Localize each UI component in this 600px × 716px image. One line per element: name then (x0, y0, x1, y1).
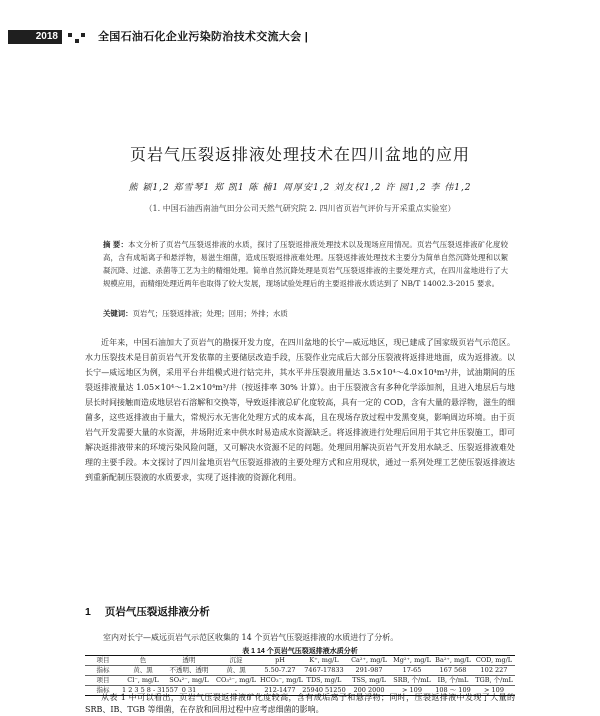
table-cell: 291-987 (347, 666, 391, 676)
table-cell: TSS, mg/L (347, 676, 391, 686)
table-cell: TGB, 个/mL (473, 676, 515, 686)
keywords-label: 关键词： (103, 309, 133, 318)
table-cell: 5.50-7.27 (259, 666, 301, 676)
bullet-square-icon (81, 33, 85, 37)
table-cell: SRB, 个/mL (391, 676, 433, 686)
table-row (85, 676, 515, 686)
table-caption: 表 1 14 个页岩气压裂返排液水质分析 (242, 648, 358, 655)
water-quality-table (85, 655, 515, 696)
table-cell: Mg²⁺, mg/L (391, 656, 433, 666)
table-cell: K⁺, mg/L (301, 656, 347, 666)
table-cell: 212-1477 (259, 686, 301, 696)
keywords-text: 页岩气；压裂返排液；处理；回用；外排；水质 (132, 309, 288, 318)
table-cell: 25940 51250 (302, 686, 346, 694)
table-cell: SO₄²⁻, mg/L (165, 676, 213, 686)
paper-affiliation: （1. 中国石油西南油气田分公司天然气研究院 2. 四川省页岩气评价与开采重点实验室） (144, 204, 456, 213)
table-cell: Ca²⁺, mg/L (347, 656, 391, 666)
table-cell: 1 2 3 5 8 - 31557 (122, 686, 178, 694)
table-cell: 色 (121, 656, 165, 666)
table-cell: pH (259, 656, 301, 666)
table-cell: 17-65 (391, 666, 433, 676)
bullet-square-icon (75, 39, 79, 43)
bullet-square-icon (68, 33, 72, 37)
table-cell: - (213, 686, 259, 696)
abstract (103, 238, 508, 290)
after-table-paragraph: 从表 1 中可以看出，页岩气压裂返排液矿化度较高，含有成垢离子和悬浮物；同时，压裂返排液中发现了大量的 SRB、IB、TGB 等细菌，在存放和回用过程中应考虑细菌的影响。 (85, 693, 515, 714)
table-cell: 指标 (85, 666, 121, 676)
table-cell: HCO₃⁻, mg/L (260, 676, 303, 684)
section-intro: 室内对长宁—威远页岩气示范区收集的 14 个页岩气压裂返排液的水质进行了分析。 (103, 633, 399, 642)
intro-paragraph: 近年来，中国石油加大了页岩气的勘探开发力度，在四川盆地的长宁—威远地区，现已建成了国家级页岩气示范区。水力压裂技术是目前页岩气开发依靠的主要储层改造手段，压裂作业完成后大部分压裂液将返排进地面，成为返排液。以长宁—威远地区为例，采用平台井组模式进行钻完井，其水平井压裂液用量达 3.5×10⁴～4.0×10⁴m³/井，试油期间的压裂返排液量达 1.05×10⁴～1.2×10⁴m³/井（按返排率 30% 计算）。由于压裂液含有多种化学添加剂，且进入地层后与地层长时间接触而造成地层岩石溶解和交换等，导致返排液总矿化度较高，具有一定的 COD，含有大量的悬浮物，滋生的细菌多，这些返排液由于量大，常规污水无害化处理方式的成本高，且在现场存放过程中发黑变臭，影响周边环境。由于页岩气开发需要大量的水资源，井场附近来中供水时易造成水资源缺乏。将返排液进行处理后回用于其它井压裂施工，即可解决返排液带来的环境污染风险问题，又可解决水资源不足的问题。处理回用解决页岩气开发用水缺乏、压裂返排液难处理的主要手段。本文探讨了四川盆地页岩气压裂返排液的主要处理方式和应用现状，通过一系列处理工艺使压裂返排液达到重新配制压裂液的水质要求，实现了返排液的资源化利用。 (85, 338, 515, 482)
year-text: 2018 (35, 31, 58, 42)
table-cell: 项目 (85, 676, 121, 686)
table-row (85, 656, 515, 666)
table-cell: 7467-17833 (301, 666, 347, 676)
table-row (85, 666, 515, 676)
table-cell: 透明 (165, 656, 213, 666)
table-cell: 沉淀 (213, 656, 259, 666)
table-cell: 黄、黑 (121, 666, 165, 676)
section-title: 页岩气压裂返排液分析 (104, 606, 210, 618)
table-cell: 200 2000 (347, 686, 391, 696)
table-cell: 167 568 (433, 666, 473, 676)
table-cell: TDS, mg/L (301, 676, 347, 686)
table-cell: Cl⁻, mg/L (121, 676, 165, 686)
table-cell: 108 ～ 109 (433, 686, 473, 696)
table-cell: 102 227 (473, 666, 515, 676)
paper-title: 页岩气压裂返排液处理技术在四川盆地的应用 (129, 147, 470, 164)
table-cell: Ba²⁺, mg/L (433, 656, 473, 666)
table-cell: 黄、黑 (213, 666, 259, 676)
section-number: 1 (85, 606, 91, 618)
paper-authors: 熊 颖1,2 郑雪琴1 郑 凯1 陈 楠1 周厚安1,2 刘友权1,2 许 园1,2 李 伟1,2 (128, 183, 472, 193)
table-cell: > 109 (391, 686, 433, 696)
table-cell: 不透明、透明 (165, 666, 213, 676)
table-cell: 0 31 (165, 686, 213, 696)
table-cell: 指标 (85, 686, 121, 696)
abstract-text: 本文分析了页岩气压裂返排液的水质，探讨了压裂返排液处理技术以及现场应用情况。页岩气压裂返排液矿化度较高，含有成垢离子和悬浮物，易滋生细菌，造成压裂返排液难处理。压裂返排液处理技术主要分为简单自然沉降处理和以絮凝沉降、过滤、杀菌等工艺为主的精细处理。简单自然沉降处理是页岩气压裂返排液的主要处理方式，在四川盆地进行了大规模应用，而精细处理近两年也取得了较大发展，现场试验处理后的主要返排液水质达到了 NB/T 14002.3-2015 要求。 (103, 240, 508, 288)
abstract-label: 摘 要： (103, 240, 129, 249)
table-cell: IB, 个/mL (433, 676, 473, 686)
table-cell: 项目 (85, 656, 121, 666)
table-cell: CO₃²⁻, mg/L (213, 676, 259, 686)
conference-name: 全国石油石化企业污染防治技术交流大会 | (98, 31, 309, 43)
table-cell: > 109 (473, 686, 515, 696)
section-heading (85, 604, 224, 619)
keywords (103, 308, 508, 319)
year-badge (8, 30, 62, 44)
table-cell: COD, mg/L (473, 656, 515, 666)
